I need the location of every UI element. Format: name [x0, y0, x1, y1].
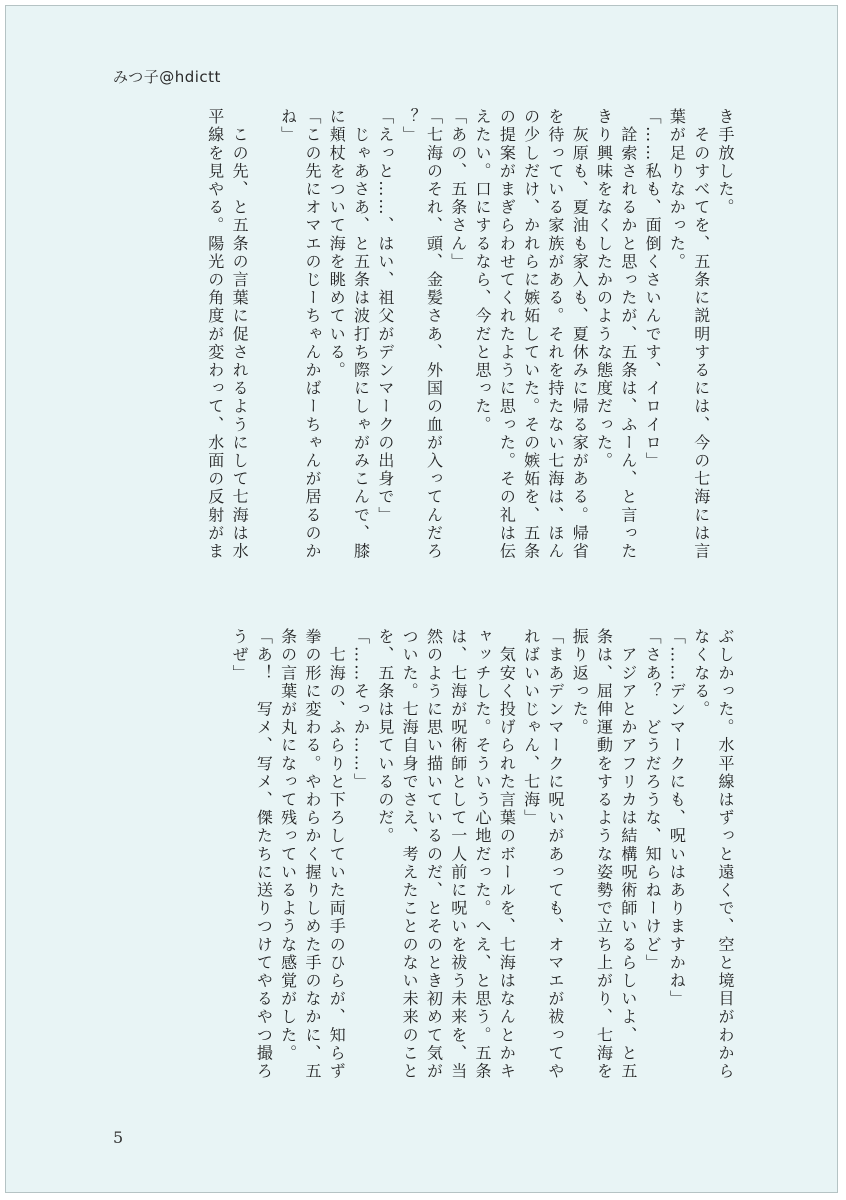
text-line: 葉が足りなかった。 — [667, 108, 687, 271]
text-line — [251, 108, 275, 586]
text-line: 「この先にオマエのじーちゃんかばーちゃんが居るのか — [302, 108, 322, 561]
text-line: き手放した。 — [716, 108, 735, 217]
text-line: ぶしかった。水平線はずっと遠くで、空と境目がわから — [716, 628, 735, 1081]
text-line: 平線を見やる。陽光の角度が変わって、水面の反射がま — [205, 108, 225, 561]
text-line: 振り返った。 — [570, 628, 590, 737]
text-line: 「さあ？ どうだろうな、知らねーけど」 — [643, 628, 663, 972]
text-line: の提案がまぎらわせてくれたように思った。その礼は伝 — [497, 108, 517, 561]
upper-text-block — [105, 108, 737, 586]
text-line: に頬杖をついて海を眺めている。 — [327, 108, 347, 380]
text-line: きり興味をなくしたかのような態度だった。 — [594, 108, 614, 470]
text-line: 「……デンマークにも、呪いはありますかね」 — [667, 628, 687, 1009]
text-line: この先、と五条の言葉に促されるようにして七海は水 — [230, 108, 250, 561]
text-line: 条は、屈伸運動をするような姿勢で立ち上がり、七海を — [594, 628, 614, 1081]
lower-text-block — [105, 628, 737, 1106]
text-line: は、七海が呪術師として一人前に呪いを祓う未来を、当 — [448, 628, 468, 1081]
page — [5, 5, 838, 1193]
page-number: 5 — [113, 1128, 124, 1147]
text-line: ャッチした。そういう心地だった。へえ、と思う。五条 — [473, 628, 493, 1081]
text-line: アジアとかアフリカは結構呪術師いるらしいよ、と五 — [618, 628, 638, 1081]
text-line: えたい。口にするなら、今だと思った。 — [473, 108, 493, 434]
text-line: 七海の、ふらりと下ろしていた両手のひらが、知らず — [327, 628, 347, 1081]
text-line: 「えっと……、はい、祖父がデンマークの出身で」 — [375, 108, 395, 525]
text-line: 灰原も、夏油も家入も、夏休みに帰る家がある。帰省 — [570, 108, 590, 561]
text-line: を待っている家族がある。それを持たない七海は、ほん — [545, 108, 565, 561]
text-line: ね」 — [278, 108, 298, 145]
text-line: ？」 — [400, 108, 420, 145]
text-line: ついた。七海自身でさえ、考えたことのない未来のこと — [400, 628, 420, 1081]
text-line: 「……そっか……」 — [351, 628, 371, 791]
text-line: 「あの、五条さん」 — [448, 108, 468, 271]
text-line: 拳の形に変わる。やわらかく握りしめた手のなかに、五 — [302, 628, 322, 1081]
text-line: うぜ」 — [230, 628, 250, 683]
text-line: そのすべてを、五条に説明するには、今の七海には言 — [691, 108, 711, 561]
text-line: なくなる。 — [691, 628, 711, 719]
text-line: を、五条は見ているのだ。 — [375, 628, 395, 846]
text-line: 「七海のそれ、頭、金髪さあ、外国の血が入ってんだろ — [424, 108, 444, 561]
text-line: 「あ！ 写メ、写メ、傑たちに送りつけてやるやつ撮ろ — [254, 628, 274, 1081]
text-line: 「まあデンマークに呪いがあっても、オマエが祓ってや — [545, 628, 565, 1081]
text-line: 条の言葉が丸になって残っているような感覚がした。 — [278, 628, 298, 1063]
text-line: じゃあさあ、と五条は波打ち際にしゃがみこんで、膝 — [351, 108, 371, 561]
text-line: 詮索されるかと思ったが、五条は、ふーん、と言った — [618, 108, 638, 561]
text-line: の少しだけ、かれらに嫉妬していた。その嫉妬を、五条 — [521, 108, 541, 561]
text-line: 気安く投げられた言葉のボールを、七海はなんとかキ — [497, 628, 517, 1081]
text-line: ればいいじゃん、七海」 — [521, 628, 541, 828]
author-handle: みつ子@hdictt — [113, 68, 221, 86]
text-line: 然のように思い描いているのだ、とそのとき初めて気が — [424, 628, 444, 1081]
text-line: 「……私も、面倒くさいんです、イロイロ」 — [643, 108, 663, 470]
